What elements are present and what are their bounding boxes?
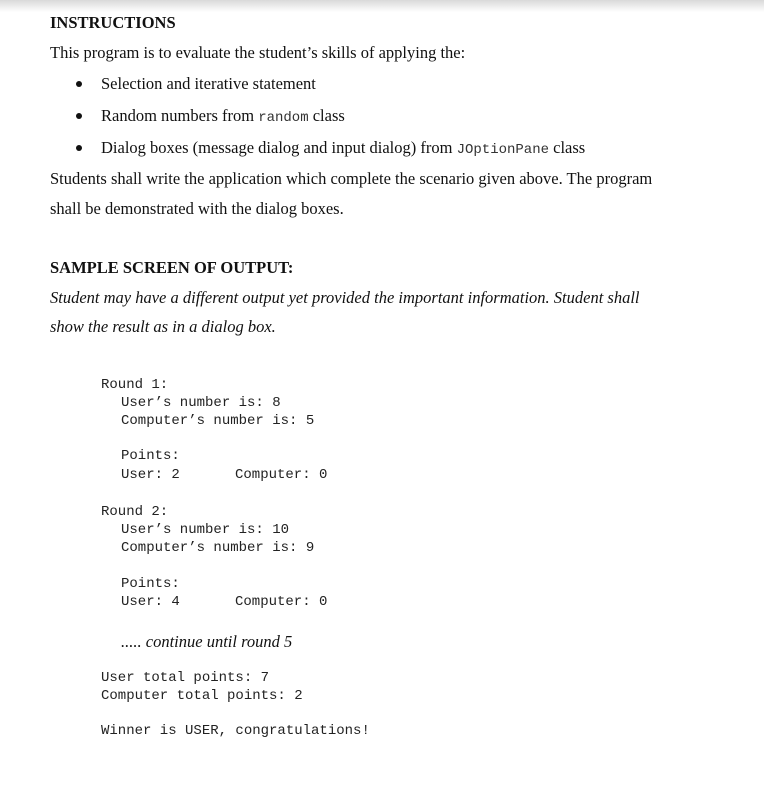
round1-computer-points: Computer: 0 xyxy=(235,467,328,483)
round2-user-number: User’s number is: 10 xyxy=(121,522,290,538)
bullet-dot xyxy=(76,81,82,87)
code-joptionpane: JOptionPane xyxy=(456,142,550,158)
bullet-dot xyxy=(76,113,82,119)
winner-text: Winner is USER, congratulations! xyxy=(101,723,370,739)
bullet-item-random xyxy=(101,106,345,126)
round1-user-number: User’s number is: 8 xyxy=(121,395,281,411)
round2-points-label: Points: xyxy=(121,576,180,592)
bullet-dot xyxy=(76,145,82,151)
bullet-text: Dialog boxes (message dialog and input dialog) from xyxy=(101,138,457,157)
bullet-text: Random numbers from xyxy=(101,106,259,125)
bullet-text: Selection and iterative statement xyxy=(101,74,316,93)
sample-note-line2: show the result as in a dialog box. xyxy=(50,317,276,336)
round1-points-label: Points: xyxy=(121,448,180,464)
round2-user-points: User: 4 xyxy=(121,594,180,610)
bullet-text-suffix: class xyxy=(549,138,586,157)
bullet-item-dialog xyxy=(101,138,585,158)
round2-computer-points: Computer: 0 xyxy=(235,594,328,610)
round2-computer-number: Computer’s number is: 9 xyxy=(121,540,315,556)
code-random: random xyxy=(258,110,309,126)
instructions-intro: This program is to evaluate the student’s skills of applying the: xyxy=(50,43,466,62)
bullet-item-selection xyxy=(101,74,316,94)
user-total-points: User total points: 7 xyxy=(101,670,270,686)
bullet-text-suffix: class xyxy=(308,106,345,125)
instructions-heading: INSTRUCTIONS xyxy=(50,13,176,32)
page-top-shadow xyxy=(0,0,764,12)
instructions-paragraph-line1: Students shall write the application which complete the scenario given above. The program xyxy=(50,169,653,188)
sample-heading: SAMPLE SCREEN OF OUTPUT: xyxy=(50,258,294,277)
instructions-paragraph-line2: shall be demonstrated with the dialog boxes. xyxy=(50,199,344,218)
round1-computer-number: Computer’s number is: 5 xyxy=(121,413,315,429)
continue-text: ..... continue until round 5 xyxy=(121,632,293,651)
round1-title: Round 1: xyxy=(101,377,169,393)
round1-user-points: User: 2 xyxy=(121,467,180,483)
computer-total-points: Computer total points: 2 xyxy=(101,688,303,704)
round2-title: Round 2: xyxy=(101,504,169,520)
sample-note-line1: Student may have a different output yet provided the important information. Student shall xyxy=(50,288,640,307)
